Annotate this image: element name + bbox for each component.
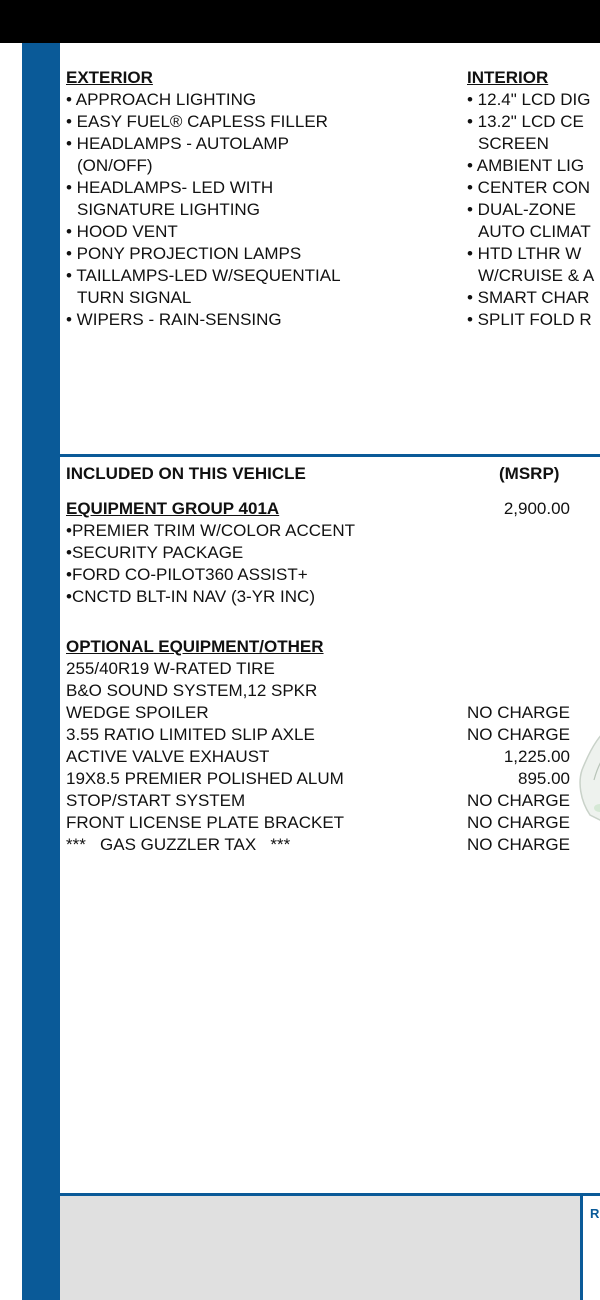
equipment-group	[66, 498, 355, 608]
exterior-item	[66, 309, 341, 331]
optional-row	[66, 746, 570, 768]
exterior-item	[66, 265, 341, 309]
footer-vertical-rule	[580, 1193, 583, 1300]
interior-item-line: • 12.4" LCD DIG	[467, 90, 591, 109]
exterior-item	[66, 89, 341, 111]
optional-item-name: 19X8.5 PREMIER POLISHED ALUM	[66, 769, 344, 788]
interior-item-line: • SMART CHAR	[467, 288, 590, 307]
included-heading: INCLUDED ON THIS VEHICLE	[66, 464, 306, 483]
interior-item-line: • AMBIENT LIG	[467, 156, 585, 175]
interior-item	[467, 177, 594, 199]
exterior-item-line: • EASY FUEL® CAPLESS FILLER	[66, 112, 328, 131]
equipment-group-title: EQUIPMENT GROUP 401A	[66, 499, 280, 518]
optional-item-name: FRONT LICENSE PLATE BRACKET	[66, 813, 345, 832]
optional-item-name: STOP/START SYSTEM	[66, 791, 246, 810]
interior-item	[467, 309, 594, 331]
optional-item-name: 255/40R19 W-RATED TIRE	[66, 659, 275, 678]
optional-row	[66, 834, 570, 856]
optional-heading: OPTIONAL EQUIPMENT/OTHER	[66, 637, 324, 656]
exterior-item	[66, 221, 341, 243]
interior-item-line: • SPLIT FOLD R	[467, 310, 592, 329]
exterior-item-line: • HOOD VENT	[66, 222, 178, 241]
optional-item-name: *** GAS GUZZLER TAX ***	[66, 835, 291, 854]
interior-section	[467, 67, 594, 331]
interior-item-line: • 13.2" LCD CE	[467, 112, 584, 131]
equipment-group-price: 2,900.00	[503, 499, 570, 518]
interior-item	[467, 89, 594, 111]
optional-rows	[66, 658, 570, 856]
exterior-list	[66, 89, 341, 331]
interior-item-line: • HTD LTHR W	[467, 244, 582, 263]
optional-item-price: 895.00	[518, 769, 570, 788]
optional-item-price: 1,225.00	[503, 747, 570, 766]
left-inner-rule	[58, 43, 60, 1300]
optional-row	[66, 680, 570, 702]
exterior-item	[66, 177, 341, 221]
interior-item	[467, 287, 594, 309]
interior-heading: INTERIOR	[467, 68, 549, 87]
exterior-item-line: • HEADLAMPS- LED WITH	[66, 178, 274, 197]
interior-item	[467, 111, 594, 155]
optional-row	[66, 658, 570, 680]
exterior-item-line: • PONY PROJECTION LAMPS	[66, 244, 302, 263]
exterior-item-line: SIGNATURE LIGHTING	[77, 200, 260, 219]
optional-item-price: NO CHARGE	[467, 703, 570, 722]
top-black-bar	[0, 0, 600, 43]
section-divider	[58, 454, 600, 457]
interior-item-line: • CENTER CON	[467, 178, 591, 197]
exterior-section	[66, 67, 341, 331]
equipment-group-item: •CNCTD BLT-IN NAV (3-YR INC)	[66, 587, 315, 606]
interior-item-line: AUTO CLIMAT	[478, 222, 591, 241]
equipment-group-items	[66, 520, 355, 608]
left-blue-border	[22, 43, 58, 1300]
exterior-item-line: (ON/OFF)	[77, 156, 153, 175]
interior-item	[467, 243, 594, 287]
interior-item-line: W/CRUISE & A	[478, 266, 595, 285]
optional-row	[66, 724, 570, 746]
optional-item-price: NO CHARGE	[467, 791, 570, 810]
interior-item-line: SCREEN	[478, 134, 549, 153]
interior-item-line: • DUAL-ZONE	[467, 200, 576, 219]
footer-box	[60, 1196, 580, 1300]
exterior-item-line: • APPROACH LIGHTING	[66, 90, 257, 109]
equipment-group-item: •PREMIER TRIM W/COLOR ACCENT	[66, 521, 355, 540]
interior-list	[467, 89, 594, 331]
optional-row	[66, 790, 570, 812]
equipment-group-item: •FORD CO-PILOT360 ASSIST+	[66, 565, 308, 584]
msrp-label: (MSRP)	[499, 464, 560, 483]
exterior-item-line: • HEADLAMPS - AUTOLAMP	[66, 134, 289, 153]
optional-row	[66, 702, 570, 724]
optional-row	[66, 812, 570, 834]
equipment-group-item: •SECURITY PACKAGE	[66, 543, 244, 562]
optional-row	[66, 768, 570, 790]
interior-item	[467, 155, 594, 177]
optional-equipment	[66, 636, 570, 856]
optional-item-name: ACTIVE VALVE EXHAUST	[66, 747, 270, 766]
optional-item-price: NO CHARGE	[467, 725, 570, 744]
optional-item-name: B&O SOUND SYSTEM,12 SPKR	[66, 681, 318, 700]
exterior-item	[66, 111, 341, 133]
optional-item-name: WEDGE SPOILER	[66, 703, 209, 722]
exterior-heading: EXTERIOR	[66, 68, 153, 87]
optional-item-name: 3.55 RATIO LIMITED SLIP AXLE	[66, 725, 315, 744]
optional-item-price: NO CHARGE	[467, 835, 570, 854]
exterior-item	[66, 133, 341, 177]
interior-item	[467, 199, 594, 243]
optional-item-price: NO CHARGE	[467, 813, 570, 832]
exterior-item-line: TURN SIGNAL	[77, 288, 192, 307]
footer-right-label: R	[590, 1206, 600, 1221]
exterior-item-line: • TAILLAMPS-LED W/SEQUENTIAL	[66, 266, 341, 285]
vehicle-illustration-fragment	[560, 720, 600, 830]
exterior-item	[66, 243, 341, 265]
exterior-item-line: • WIPERS - RAIN-SENSING	[66, 310, 282, 329]
